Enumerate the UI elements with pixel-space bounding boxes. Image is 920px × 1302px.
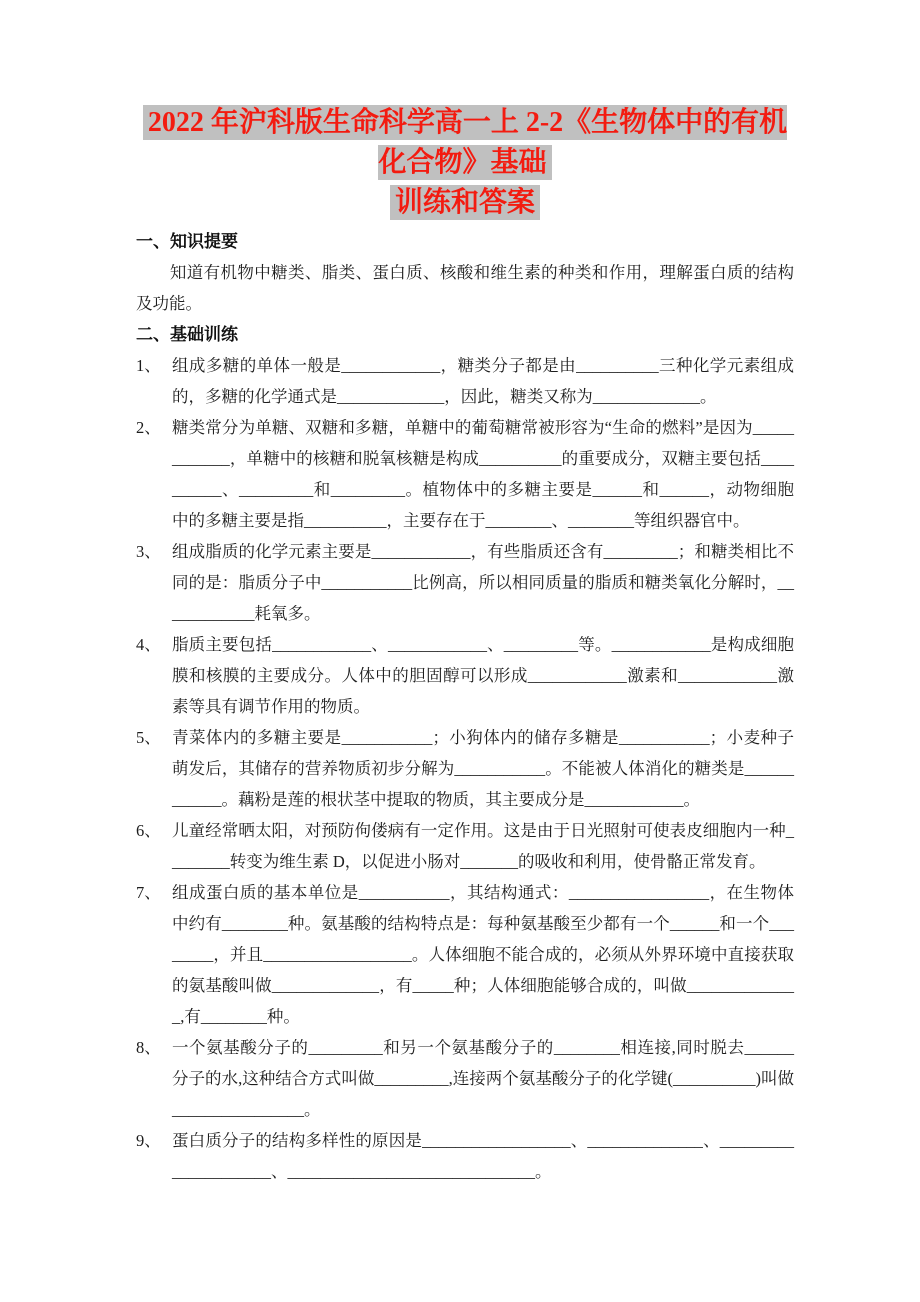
question-number: 9、 (136, 1131, 161, 1150)
question-text: 脂质主要包括____________、____________、_________等。____________是构成细胞膜和核膜的主要成分。人体中的胆固醇可以形成____________激素和____________激素等具有调节作用的物质。 (172, 635, 794, 716)
question-text: 组成多糖的单体一般是____________，糖类分子都是由__________三种化学元素组成的，多糖的化学通式是_____________，因此，糖类又称为_____________。 (172, 356, 794, 406)
question-number: 1、 (136, 356, 161, 375)
question-text: 糖类常分为单糖、双糖和多糖，单糖中的葡萄糖常被形容为“生命的燃料”是因为____________，单糖中的核糖和脱氧核糖是构成__________的重要成分，双糖主要包括__________、_________和_________。植物体中的多糖主要是______和______，动物细胞中的多糖主要是指__________，主要存在于________、________等组织器官中。 (172, 418, 794, 530)
document-title (136, 103, 794, 223)
question-item-2 (136, 412, 794, 536)
question-number: 2、 (136, 418, 161, 437)
question-item-5 (136, 722, 794, 815)
question-text: 组成蛋白质的基本单位是___________，其结构通式：_________________，在生物体中约有________种。氨基酸的结构特点是：每种氨基酸至少都有一个______和一个________，并且__________________。人体细胞不能合成的，必须从外界环境中直接获取的氨基酸叫做_____________，有_____种；人体细胞能够合成的，叫做______________,有________种。 (172, 883, 794, 1026)
question-number: 4、 (136, 635, 161, 654)
title-line-1: 2022 年沪科版生命科学高一上 2-2《生物体中的有机化合物》基础 (143, 105, 787, 180)
question-text: 蛋白质分子的结构多样性的原因是__________________、______________、_____________________、______________________________。 (172, 1131, 794, 1181)
question-number: 3、 (136, 542, 161, 561)
question-item-4 (136, 629, 794, 722)
question-text: 青菜体内的多糖主要是___________；小狗体内的储存多糖是___________；小麦种子萌发后，其储存的营养物质初步分解为___________。不能被人体消化的糖类是____________。藕粉是莲的根状茎中提取的物质，其主要成分是____________。 (172, 728, 794, 809)
question-number: 5、 (136, 728, 161, 747)
question-item-9 (136, 1125, 794, 1187)
question-number: 7、 (136, 883, 161, 902)
question-text: 儿童经常晒太阳，对预防佝偻病有一定作用。这是由于日光照射可使表皮细胞内一种________转变为维生素 D，以促进小肠对_______的吸收和利用，使骨骼正常发育。 (172, 821, 794, 871)
title-row-2 (136, 183, 794, 223)
question-number: 8、 (136, 1038, 161, 1057)
basic-training-heading: 二、基础训练 (136, 325, 238, 344)
question-text: 组成脂质的化学元素主要是____________，有些脂质还含有_________；和糖类相比不同的是：脂质分子中___________比例高，所以相同质量的脂质和糖类氧化分解时，____________耗氧多。 (172, 542, 794, 623)
question-item-1 (136, 350, 794, 412)
question-list (136, 350, 794, 1187)
question-item-7 (136, 877, 794, 1032)
question-item-6 (136, 815, 794, 877)
knowledge-summary-heading: 一、知识提要 (136, 232, 238, 251)
title-line-2: 训练和答案 (390, 185, 540, 220)
question-item-3 (136, 536, 794, 629)
title-row-1 (136, 103, 794, 183)
knowledge-summary-body: 知道有机物中糖类、脂类、蛋白质、核酸和维生素的种类和作用，理解蛋白质的结构及功能。 (136, 263, 794, 313)
question-number: 6、 (136, 821, 161, 840)
question-text: 一个氨基酸分子的_________和另一个氨基酸分子的________相连接,同时脱去______分子的水,这种结合方式叫做_________,连接两个氨基酸分子的化学键(__________)叫做________________。 (172, 1038, 794, 1119)
question-item-8 (136, 1032, 794, 1125)
